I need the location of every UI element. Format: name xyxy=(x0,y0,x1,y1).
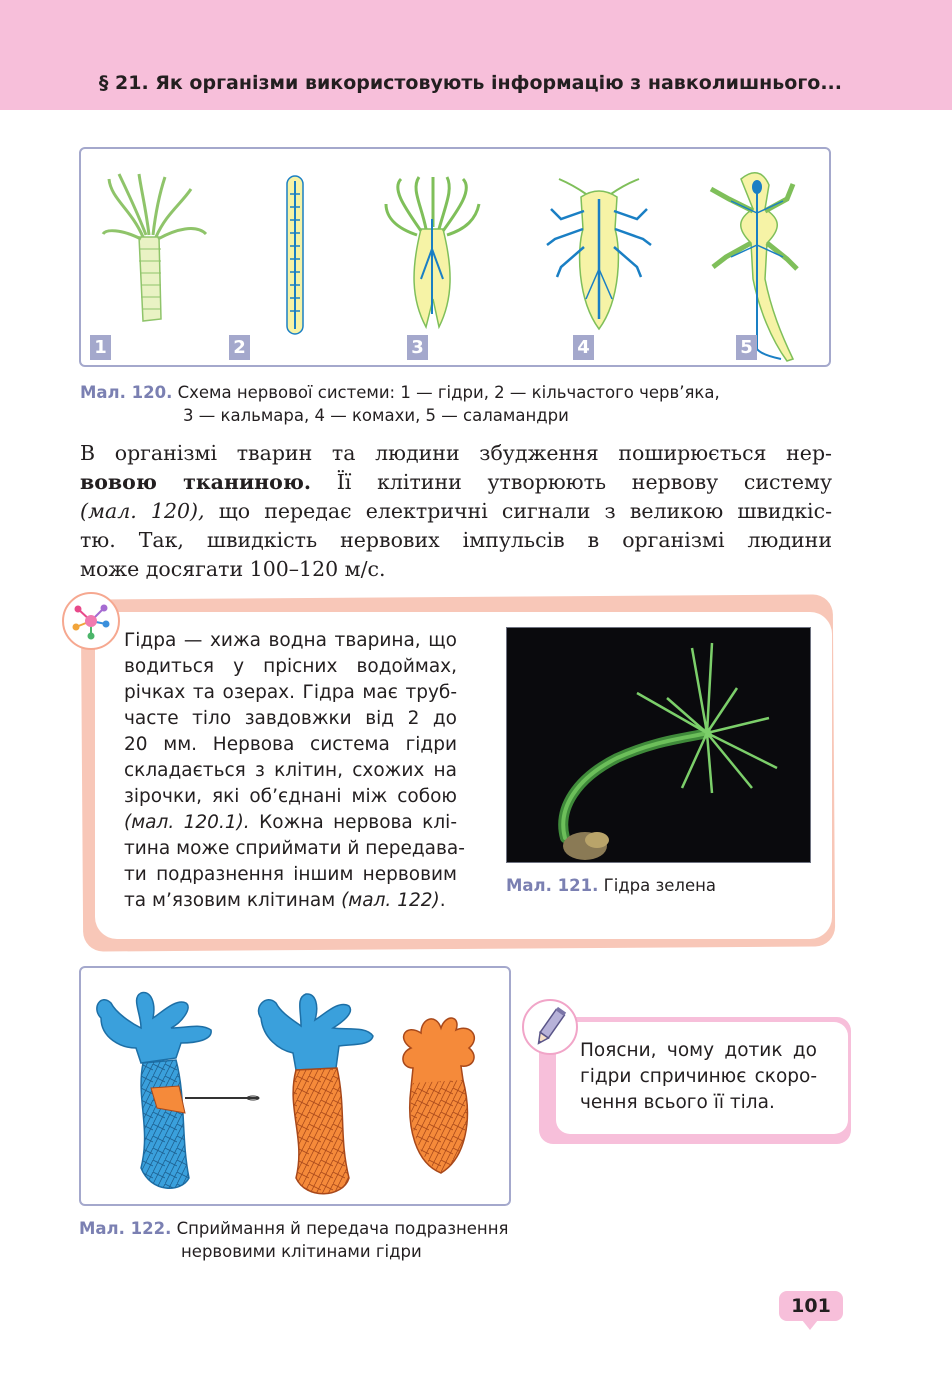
chapter-title: § 21. Як організми використовують інформацію з навколишнього... xyxy=(98,72,842,94)
salamander-nervous-system-drawing xyxy=(711,173,797,361)
caption-text-line2: нервовими клітинами гідри xyxy=(181,1242,422,1261)
task-line: гідри спричинює скоро- xyxy=(580,1066,817,1087)
paragraph-line: В організмі тварин та людини збудження поширюється нер- xyxy=(80,441,832,465)
figure-reference: (мал. 120), xyxy=(80,499,205,523)
info-line: Гідра — хижа водна тварина, що xyxy=(124,630,457,651)
caption-text: Схема нервової системи: 1 — гідри, 2 — кільчастого черв’яка, xyxy=(177,383,720,402)
hydra-contracted-drawing xyxy=(403,1018,474,1173)
nervous-systems-illustration xyxy=(81,149,833,369)
task-text xyxy=(580,1038,817,1116)
paragraph-line xyxy=(80,468,832,497)
figure-120-caption xyxy=(80,381,800,427)
figure-120-nervous-systems xyxy=(79,147,831,367)
chapter-header-band xyxy=(0,0,952,110)
figure-122-hydra-stimulus xyxy=(79,966,511,1206)
info-line: часте тіло завдовжки від 2 до xyxy=(124,708,457,729)
hydra-stimulus-illustration xyxy=(81,968,509,1204)
info-line xyxy=(124,810,457,836)
info-line: тина може сприймати й передава- xyxy=(124,838,465,859)
insect-nervous-system-drawing xyxy=(547,179,651,329)
figure-number-3: 3 xyxy=(407,335,428,360)
info-text: та м’язовим клітинам xyxy=(124,890,342,911)
figure-121-caption xyxy=(506,874,716,897)
task-line: чення всього її тіла. xyxy=(580,1092,775,1113)
caption-text: Сприймання й передача подразнення xyxy=(176,1219,509,1238)
figure-122-caption xyxy=(79,1217,508,1263)
info-line: ти подразнення іншим нервовим xyxy=(124,864,457,885)
paragraph-text: що передає електричні сигнали з великою швидкіс- xyxy=(204,499,832,523)
caption-label: Мал. 121. xyxy=(506,876,599,895)
info-network-icon xyxy=(62,592,120,650)
info-box-text xyxy=(124,628,465,914)
figure-number-1: 1 xyxy=(90,335,111,360)
paragraph-line: тю. Так, швидкість нервових імпульсів в організмі людини xyxy=(80,528,832,552)
page-number-tail xyxy=(802,1320,818,1330)
info-text: Кожна нервова клі- xyxy=(249,812,457,833)
info-line: зірочки, які об’єднані між собою xyxy=(124,786,457,807)
paragraph-line xyxy=(80,497,832,526)
figure-reference: (мал. 122) xyxy=(341,890,440,911)
info-text: . xyxy=(439,890,446,911)
page-number: 101 xyxy=(779,1291,843,1321)
bold-term: вовою тканиною. xyxy=(80,470,312,494)
info-line: водиться у прісних водоймах, xyxy=(124,656,457,677)
info-line xyxy=(124,888,457,914)
caption-text-line2: 3 — кальмара, 4 — комахи, 5 — саламандри xyxy=(183,406,569,425)
main-paragraph xyxy=(80,439,832,584)
figure-number-2: 2 xyxy=(229,335,250,360)
figure-reference: (мал. 120.1). xyxy=(124,812,250,833)
paragraph-text: Її клітини утворюють нервову систему xyxy=(311,470,833,494)
hydra-contracting-drawing xyxy=(259,994,373,1194)
hydra-blue-drawing xyxy=(97,993,259,1189)
figure-number-4: 4 xyxy=(573,335,594,360)
pencil-icon xyxy=(522,999,578,1055)
caption-text: Гідра зелена xyxy=(603,876,717,895)
caption-label: Мал. 122. xyxy=(79,1219,172,1238)
info-line: 20 мм. Нервова система гідри xyxy=(124,734,457,755)
figure-number-5: 5 xyxy=(736,335,757,360)
paragraph-line: може досягати 100–120 м/с. xyxy=(80,557,386,581)
info-line: річках та озерах. Гідра має труб- xyxy=(124,682,457,703)
caption-label: Мал. 120. xyxy=(80,383,173,402)
task-line: Поясни, чому дотик до xyxy=(580,1040,817,1061)
green-hydra-photo xyxy=(506,627,811,863)
annelid-nervous-system-drawing xyxy=(287,176,303,334)
info-line: складається з клітин, схожих на xyxy=(124,760,457,781)
hydra-nervous-system-drawing xyxy=(103,174,206,321)
squid-nervous-system-drawing xyxy=(386,177,479,327)
